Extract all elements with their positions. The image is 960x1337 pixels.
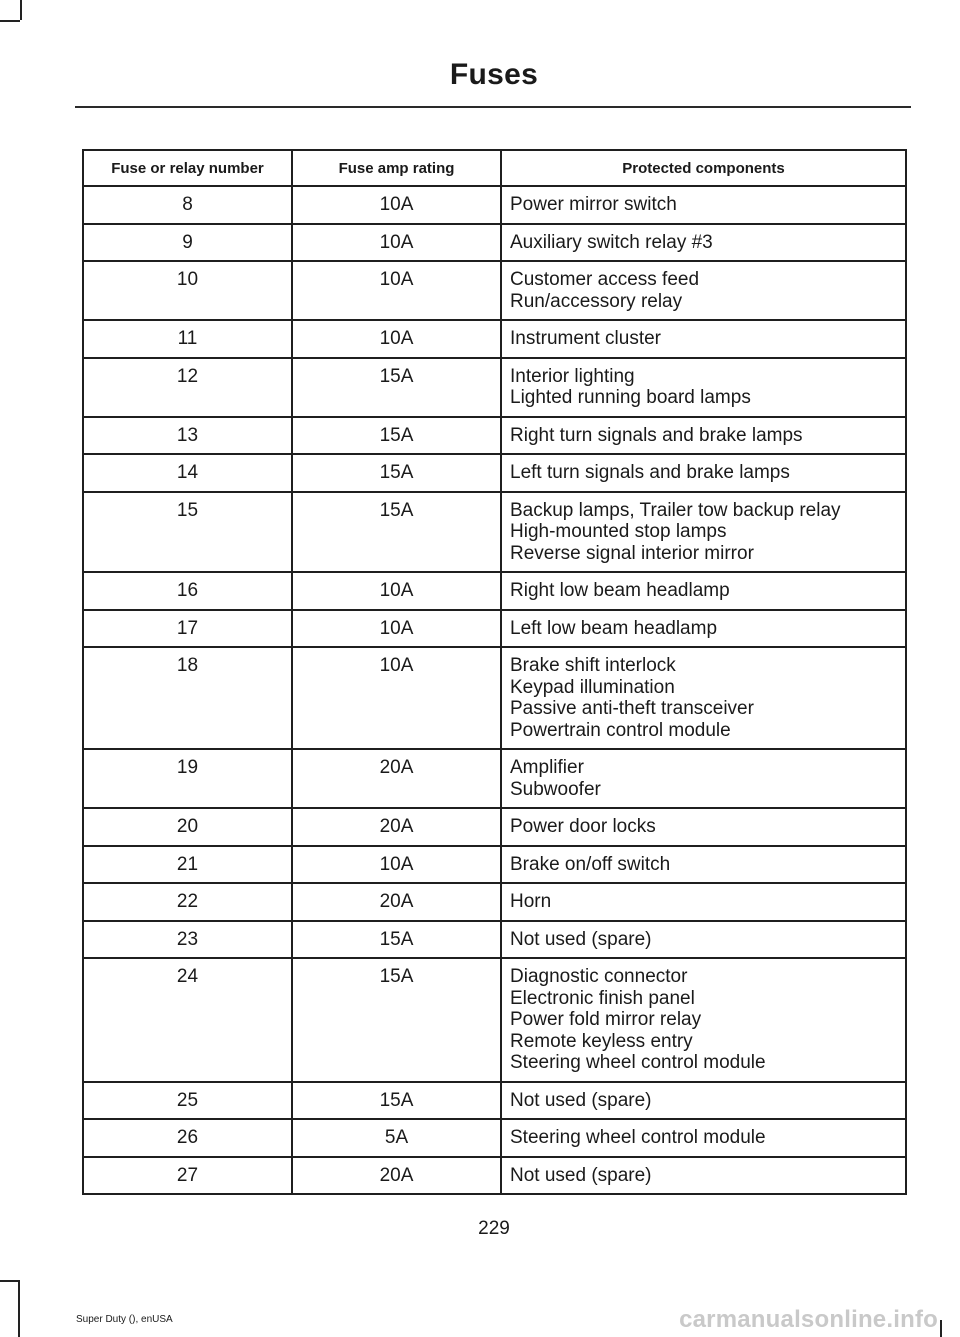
protected-components-cell (501, 186, 906, 224)
component-line: Horn (510, 891, 552, 912)
component-line: Power mirror switch (510, 194, 677, 215)
protected-components-cell (501, 454, 906, 492)
component-line: Subwoofer (510, 778, 601, 800)
amp-rating-cell: 20A (292, 883, 501, 921)
table-row (83, 224, 906, 262)
protected-components-cell (501, 846, 906, 884)
amp-rating-cell: 15A (292, 921, 501, 959)
protected-components-cell (501, 492, 906, 573)
protected-components-cell (501, 572, 906, 610)
fuse-number-cell: 9 (83, 224, 292, 262)
fuse-number-cell: 27 (83, 1157, 292, 1195)
amp-rating-cell: 5A (292, 1119, 501, 1157)
amp-rating-cell: 10A (292, 610, 501, 648)
table-row (83, 610, 906, 648)
table-row (83, 808, 906, 846)
component-line: Reverse signal interior mirror (510, 542, 754, 564)
component-line: Not used (spare) (510, 928, 652, 950)
table-row (83, 1157, 906, 1195)
protected-components-cell (501, 358, 906, 417)
fuse-table (82, 149, 907, 1195)
component-line: Auxiliary switch relay #3 (510, 231, 713, 253)
protected-components-cell (501, 808, 906, 846)
fuse-number-cell: 22 (83, 883, 292, 921)
fuse-number-cell: 19 (83, 749, 292, 808)
amp-rating-cell: 20A (292, 749, 501, 808)
component-line: Diagnostic connector (510, 966, 688, 987)
component-line: Brake on/off switch (510, 853, 671, 875)
component-line: Left turn signals and brake lamps (510, 462, 790, 483)
component-line: Steering wheel control module (510, 1127, 766, 1148)
page-number: 229 (478, 1218, 510, 1239)
component-line: Interior lighting (510, 365, 635, 387)
amp-rating-cell: 15A (292, 492, 501, 573)
component-line: Remote keyless entry (510, 1030, 693, 1052)
component-line: Right turn signals and brake lamps (510, 424, 803, 446)
crop-mark (20, 0, 22, 20)
amp-rating-cell: 15A (292, 1082, 501, 1120)
column-header-amp-rating: Fuse amp rating (292, 150, 501, 186)
column-header-protected-components: Protected components (501, 150, 906, 186)
amp-rating-cell: 10A (292, 846, 501, 884)
amp-rating-cell: 15A (292, 454, 501, 492)
table-row (83, 958, 906, 1082)
table-row (83, 572, 906, 610)
fuse-number-cell: 25 (83, 1082, 292, 1120)
protected-components-cell (501, 1119, 906, 1157)
protected-components-cell (501, 749, 906, 808)
component-line: Left low beam headlamp (510, 617, 718, 639)
page-title: Fuses (449, 58, 539, 91)
fuse-number-cell: 11 (83, 320, 292, 358)
component-line: Power door locks (510, 816, 656, 837)
fuse-number-cell: 12 (83, 358, 292, 417)
fuse-number-cell: 21 (83, 846, 292, 884)
fuse-number-cell: 20 (83, 808, 292, 846)
table-row (83, 320, 906, 358)
fuse-number-cell: 10 (83, 261, 292, 320)
table-header-row (83, 150, 906, 186)
component-line: Steering wheel control module (510, 1052, 766, 1073)
table-row (83, 647, 906, 749)
component-line: Right low beam headlamp (510, 580, 730, 601)
component-line: Amplifier (510, 757, 584, 778)
table-row (83, 749, 906, 808)
fuse-number-cell: 16 (83, 572, 292, 610)
crop-mark (0, 1280, 20, 1282)
fuse-number-cell: 24 (83, 958, 292, 1082)
component-line: Not used (spare) (510, 1089, 652, 1111)
table-row (83, 921, 906, 959)
table-row (83, 492, 906, 573)
amp-rating-cell: 15A (292, 417, 501, 455)
component-line: High-mounted stop lamps (510, 521, 727, 542)
component-line: Run/accessory relay (510, 290, 683, 312)
fuse-number-cell: 23 (83, 921, 292, 959)
amp-rating-cell: 15A (292, 358, 501, 417)
protected-components-cell (501, 320, 906, 358)
table-row (83, 883, 906, 921)
protected-components-cell (501, 417, 906, 455)
amp-rating-cell: 20A (292, 808, 501, 846)
table-row (83, 846, 906, 884)
amp-rating-cell: 20A (292, 1157, 501, 1195)
crop-mark (0, 20, 20, 22)
protected-components-cell (501, 1157, 906, 1195)
footer-text: Super Duty (), enUSA (76, 1314, 173, 1325)
crop-mark (940, 1320, 942, 1337)
table-row (83, 1119, 906, 1157)
fuse-number-cell: 17 (83, 610, 292, 648)
component-line: Lighted running board lamps (510, 387, 751, 408)
amp-rating-cell: 10A (292, 186, 501, 224)
title-divider (75, 106, 911, 108)
protected-components-cell (501, 1082, 906, 1120)
fuse-number-cell: 15 (83, 492, 292, 573)
amp-rating-cell: 10A (292, 647, 501, 749)
column-header-fuse-number: Fuse or relay number (83, 150, 292, 186)
component-line: Passive anti-theft transceiver (510, 698, 754, 719)
table-row (83, 454, 906, 492)
protected-components-cell (501, 883, 906, 921)
fuse-number-cell: 8 (83, 186, 292, 224)
amp-rating-cell: 15A (292, 958, 501, 1082)
protected-components-cell (501, 921, 906, 959)
table-row (83, 1082, 906, 1120)
component-line: Keypad illumination (510, 676, 675, 698)
protected-components-cell (501, 610, 906, 648)
table-row (83, 261, 906, 320)
watermark: carmanualsonline.info (679, 1306, 938, 1333)
crop-mark (18, 1282, 20, 1337)
amp-rating-cell: 10A (292, 320, 501, 358)
protected-components-cell (501, 958, 906, 1082)
amp-rating-cell: 10A (292, 224, 501, 262)
table-row (83, 186, 906, 224)
component-line: Instrument cluster (510, 328, 661, 349)
component-line: Power fold mirror relay (510, 1009, 702, 1030)
table-row (83, 358, 906, 417)
amp-rating-cell: 10A (292, 572, 501, 610)
fuse-number-cell: 13 (83, 417, 292, 455)
fuse-number-cell: 14 (83, 454, 292, 492)
protected-components-cell (501, 261, 906, 320)
protected-components-cell (501, 224, 906, 262)
fuse-number-cell: 26 (83, 1119, 292, 1157)
component-line: Brake shift interlock (510, 655, 676, 676)
table-row (83, 417, 906, 455)
component-line: Powertrain control module (510, 719, 731, 741)
amp-rating-cell: 10A (292, 261, 501, 320)
component-line: Backup lamps, Trailer tow backup relay (510, 499, 841, 521)
fuse-table-body (83, 186, 906, 1194)
component-line: Electronic finish panel (510, 987, 695, 1009)
component-line: Customer access feed (510, 269, 700, 290)
protected-components-cell (501, 647, 906, 749)
fuse-number-cell: 18 (83, 647, 292, 749)
component-line: Not used (spare) (510, 1164, 652, 1186)
